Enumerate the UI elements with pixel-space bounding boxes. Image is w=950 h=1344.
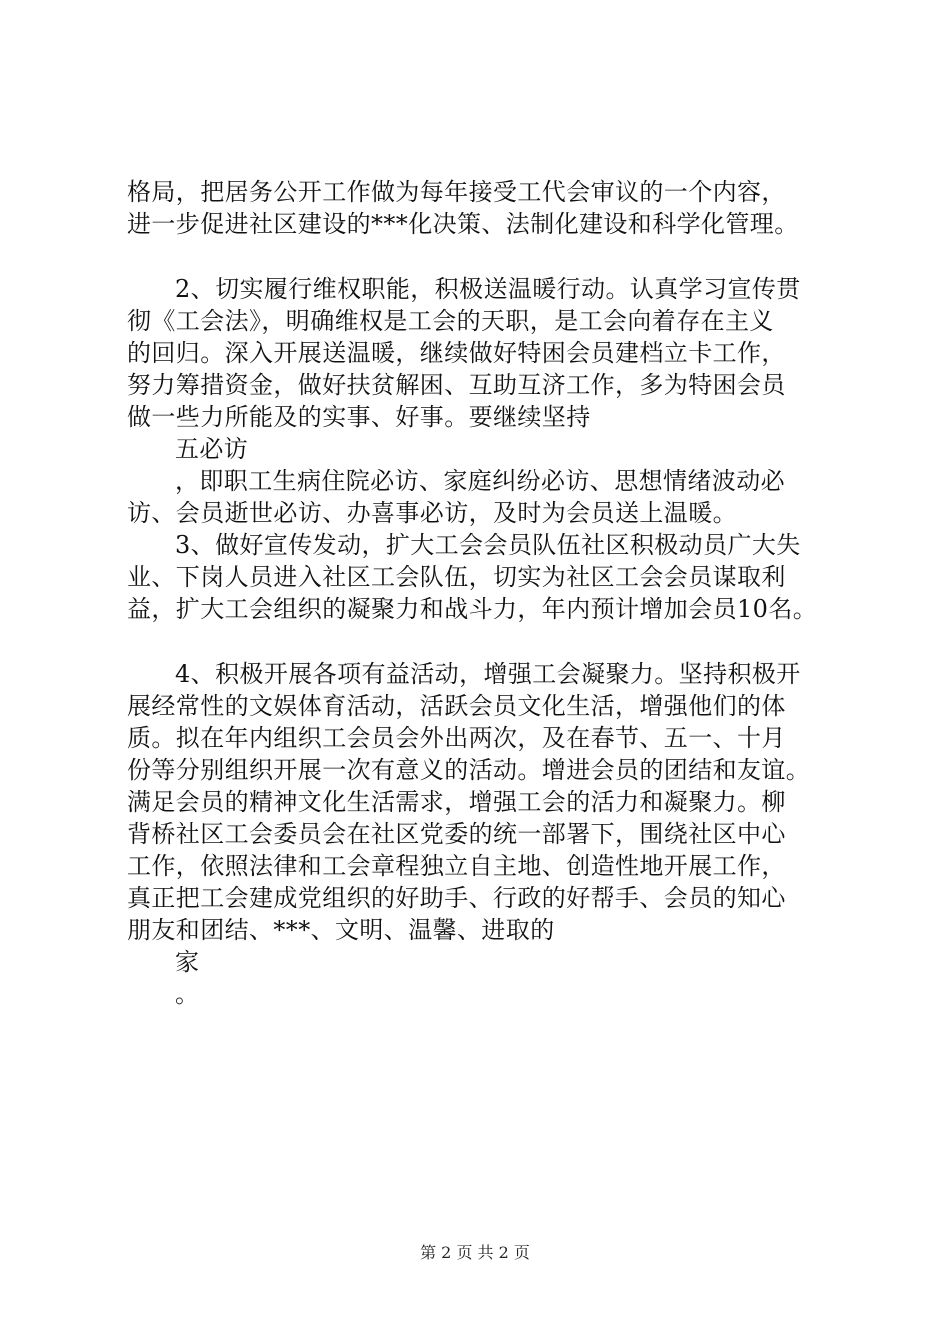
page-number-label: 第 2 页 共 2 页 <box>420 1243 530 1262</box>
text-line: 真正把工会建成党组织的好助手、行政的好帮手、会员的知心 <box>127 884 786 912</box>
text-line: 做一些力所能及的实事、好事。要继续坚持 <box>127 403 591 431</box>
text-line: 。 <box>175 980 200 1008</box>
text-line: 满足会员的精神文化生活需求，增强工会的活力和凝聚力。柳 <box>127 788 786 816</box>
text-line: 背桥社区工会委员会在社区党委的统一部署下，围绕社区中心 <box>127 820 786 848</box>
document-body <box>127 176 847 1010</box>
paragraph-gap <box>127 625 847 658</box>
page-footer <box>0 1243 950 1263</box>
text-line: 努力筹措资金，做好扶贫解困、互助互济工作，多为特困会员 <box>127 371 786 399</box>
text-line: 业、下岗人员进入社区工会队伍，切实为社区工会会员谋取利 <box>127 563 786 591</box>
text-line: 益，扩大工会组织的凝聚力和战斗力，年内预计增加会员10名。 <box>127 595 818 623</box>
text-line: 展经常性的文娱体育活动，活跃会员文化生活，增强他们的体 <box>127 692 786 720</box>
text-line: ，即职工生病住院必访、家庭纠纷必访、思想情绪波动必 <box>175 467 785 495</box>
text-line: 彻《工会法》，明确维权是工会的天职，是工会向着存在主义 <box>127 307 774 335</box>
text-line: 的回归。深入开展送温暖，继续做好特困会员建档立卡工作， <box>127 339 786 367</box>
text-line: 质。拟在年内组织工会员会外出两次，及在春节、五一、十月 <box>127 724 786 752</box>
text-line: 3、做好宣传发动，扩大工会会员队伍社区积极动员广大失 <box>175 531 801 559</box>
text-line: 五必访 <box>175 435 249 463</box>
text-line: 份等分别组织开展一次有意义的活动。增进会员的团结和友谊。 <box>127 756 811 784</box>
text-line: 2、切实履行维权职能，积极送温暖行动。认真学习宣传贯 <box>175 275 801 303</box>
text-line: 格局，把居务公开工作做为每年接受工代会审议的一个内容， <box>127 178 786 206</box>
text-line: 朋友和团结、***、文明、温馨、进取的 <box>127 916 555 944</box>
text-line: 进一步促进社区建设的***化决策、法制化建设和科学化管理。 <box>127 210 799 238</box>
paragraph-gap <box>127 240 847 273</box>
text-line: 家 <box>175 948 200 976</box>
text-line: 4、积极开展各项有益活动，增强工会凝聚力。坚持积极开 <box>175 660 801 688</box>
text-line: 工作，依照法律和工会章程独立自主地、创造性地开展工作， <box>127 852 786 880</box>
text-line: 访、会员逝世必访、办喜事必访，及时为会员送上温暖。 <box>127 499 737 527</box>
